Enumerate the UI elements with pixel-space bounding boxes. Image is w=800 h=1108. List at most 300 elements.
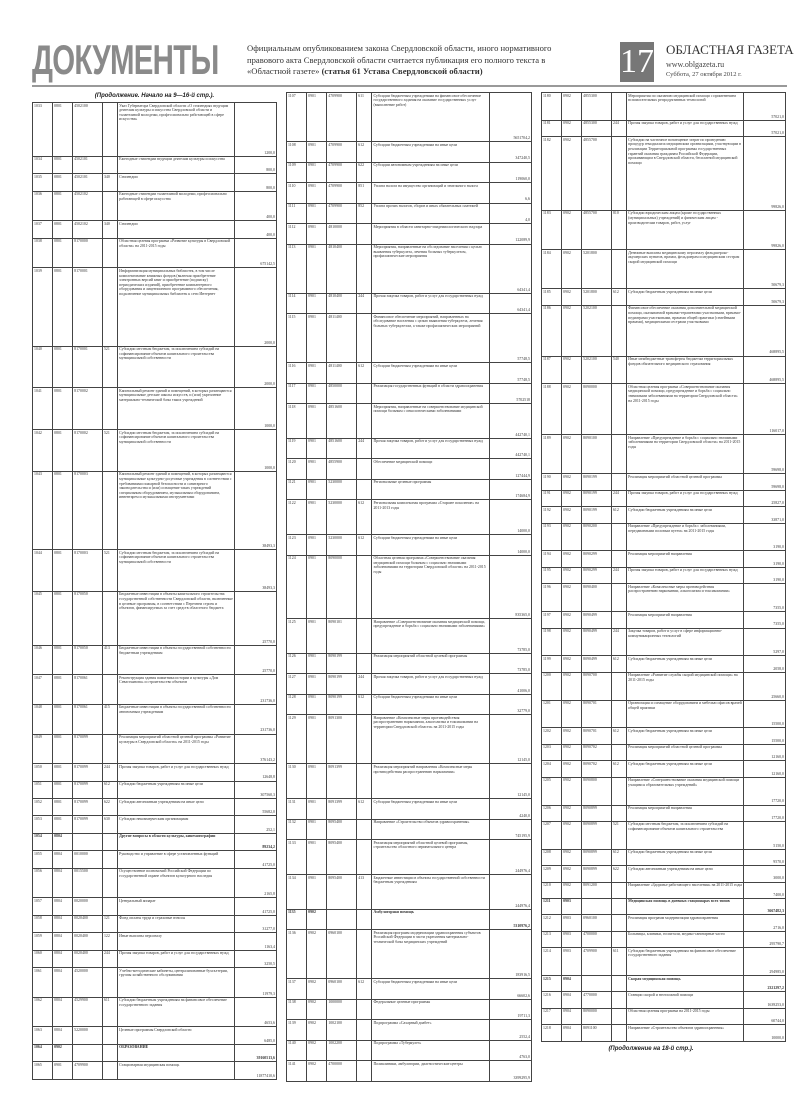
expense-type [357,383,372,404]
continued-to-note: (Продолжение на 18-й стр.). [608,1046,694,1052]
section-code: 0804 [53,851,73,868]
amount: 57021,0 [743,93,785,121]
row-number: 1043 [33,471,53,549]
section-code: 0904 [562,976,582,992]
row-number: 1125 [287,619,307,654]
section-code: 0901 [307,674,327,695]
description: Направление «Совершенствование оказания медицинской помощи учащимся образовательных учреждений» [627,777,744,805]
section-code: 0801 [53,430,73,472]
target-code [73,1044,103,1061]
target-code: 8170099 [73,799,103,816]
section-code: 0804 [53,1027,73,1044]
table-row [542,849,786,865]
table-row [542,551,786,567]
expense-type: 851 [357,183,372,204]
description: Амбулаторная помощь [372,909,489,930]
expense-type: 612 [611,656,626,672]
target-code: 4502100 [73,103,103,157]
amount: 2000,0 [234,346,276,388]
amount: 800,0 [234,156,276,173]
row-number: 1107 [287,93,307,142]
section-code: 0902 [562,210,582,249]
table-row [33,868,277,898]
row-number: 1212 [542,915,562,931]
section-code: 0902 [307,930,327,979]
row-number: 1126 [287,653,307,674]
expense-type [102,471,117,549]
section-code: 0801 [53,388,73,430]
section-code: 0901 [53,1062,73,1080]
amount: 5702518 [489,383,531,404]
amount: 3250,5 [234,950,276,967]
description: Областная целевая программа «Развитие культуры в Свердловской области» на 2011-2015 годы [118,238,235,268]
row-number: 1190 [542,474,562,490]
table-row [287,979,532,1000]
expense-type: 244 [611,490,626,506]
section-code: 0804 [53,997,73,1027]
section-code: 0902 [562,490,582,506]
target-code: 0960100 [582,915,612,931]
target-code: 8170002 [73,388,103,430]
row-number: 1113 [287,244,307,293]
row-number: 1203 [542,744,562,760]
description: Капитальный ремонт зданий и помещений, в которых размещаются муниципальные детские школы искусств, и (или) укрепление материально-технической базы таких учреждений [118,388,235,430]
target-code: 8090199 [327,674,357,695]
expense-type: 612 [611,728,626,744]
row-number: 1065 [33,1062,53,1080]
table-row [542,507,786,523]
description: Субсидии местным бюджетам, за исключением субсидий на софинансирование объектов капитального строительства муниципальной собственности [118,550,235,592]
table-row [542,866,786,882]
expense-type [102,734,117,764]
table-row [287,674,532,695]
expense-type [357,930,372,979]
section-code: 0902 [562,137,582,211]
row-number: 1044 [33,550,53,592]
amount: 64341,4 [489,293,531,314]
expense-type [611,882,626,898]
expense-type [611,435,626,474]
target-code: 5201800 [582,250,612,289]
target-code: 4502102 [73,221,103,238]
amount: 12145,0 [489,715,531,764]
description: Стипендии [118,174,235,191]
table-row [33,704,277,734]
description: Субсидии юридическим лицам (кроме государственных (муниципальных) учреждений) и физическим лицам - производителям товаров, работ, услуг [627,210,744,249]
table-row [287,383,532,404]
row-number: 1127 [287,674,307,695]
amount: 7400,0 [743,882,785,898]
description: Реализация мероприятий областной целевой программы [627,744,744,760]
table-row [542,976,786,992]
description: Субсидии местным бюджетам, за исключением субсидий на софинансирование объектов капитального строительства муниципальной собственности [118,430,235,472]
table-row [287,619,532,654]
description: Субсидии автономным учреждениям на иные цели [372,162,489,183]
expense-type: 612 [611,289,626,305]
section-code: 0902 [562,120,582,136]
amount: 19711,3 [489,999,531,1020]
header-divider [32,85,787,87]
section-code: 0902 [562,628,582,656]
amount: 14000,0 [489,535,531,556]
amount: 1000,0 [234,388,276,430]
description: Финансовое обеспечение оказания дополнительной медицинской помощи, оказываемой врачами-терапевтами участковыми, врачами-педиатрами участковыми, врачами общей практики (семейными врачами), медицинскими сестрами участковыми [627,305,744,356]
expense-type [611,992,626,1008]
section-code: 0902 [562,744,582,760]
amount: 347240,5 [489,142,531,163]
description: Мероприятия, направленные на совершенствование медицинской помощи больным с онкологическими заболеваниями [372,404,489,439]
section-code: 0901 [307,799,327,820]
expense-type: 540 [611,356,626,384]
table-row [287,93,532,142]
table-row [33,675,277,705]
row-number: 1036 [33,191,53,221]
amount: 32779,0 [489,694,531,715]
amount: 11979,3 [234,968,276,998]
description: Субсидии бюджетным учреждениям на иные цели [627,656,744,672]
table-row [542,777,786,805]
table-row [542,523,786,551]
section-code: 0901 [307,244,327,293]
expense-type [357,314,372,363]
budget-table-column-2 [286,92,532,1082]
expense-type [611,523,626,551]
section-code: 0902 [562,805,582,821]
target-code: 4700000 [582,931,612,947]
table-row [542,744,786,760]
description: Финансовое обеспечение мероприятий, направленных на обследование населения с целью выявления туберкулеза, лечения больных туберкулезом, а также профилактических мероприятий [372,314,489,363]
expense-type [357,555,372,618]
row-number: 1117 [287,383,307,404]
target-code: 5201800 [582,289,612,305]
table-row [542,672,786,700]
expense-type: 622 [611,866,626,882]
target-code: 0015500 [73,868,103,898]
table-row [542,1008,786,1024]
table-row [33,645,277,675]
target-code: 8170050 [73,645,103,675]
target-code: 4850000 [327,383,357,404]
row-number: 1033 [33,103,53,157]
expense-type: 612 [357,535,372,556]
description: Субсидии автономным учреждениям на иные цели [118,799,235,816]
description: Указ Губернатора Свердловской области «О стипендиях ведущим деятелям культуры и искусства Свердловской области и талантливой молодежи, профессионально работающей в сфере искусства» [118,103,235,157]
amount: 442740,1 [489,438,531,459]
section-code: 0801 [53,103,73,157]
target-code: 5202100 [582,305,612,356]
expense-type [357,819,372,840]
target-code: 4502101 [73,174,103,191]
row-number: 1110 [287,183,307,204]
target-code: 8170003 [73,471,103,549]
table-row [542,305,786,356]
table-row [33,191,277,221]
section-code: 0801 [53,704,73,734]
target-code: 4709900 [327,142,357,163]
section-code: 0801 [53,156,73,173]
amount: 64341,4 [489,244,531,293]
expense-type [611,898,626,914]
section-code: 0902 [307,1061,327,1082]
row-number: 1183 [542,210,562,249]
section-code: 0904 [562,1025,582,1042]
amount: 25770,0 [234,645,276,675]
target-code: 8090701 [582,700,612,728]
expense-type: 810 [611,210,626,249]
table-row [542,761,786,777]
description: Реализация программ модернизации здравоохранения субъектов Российской Федерации в части укрепления материально-технической базы медицинских учреждений [372,930,489,979]
expense-type [102,388,117,430]
table-row [287,1061,532,1082]
description: Реализация мероприятий направления [627,551,744,567]
table-row [542,656,786,672]
target-code: 4855700 [582,137,612,211]
section-code: 0902 [307,979,327,1000]
section-code: 0902 [562,584,582,612]
expense-type: 244 [357,293,372,314]
target-code: 8170001 [73,268,103,346]
row-number: 1034 [33,156,53,173]
table-row [542,700,786,728]
description: Субсидии бюджетным учреждениям на иные цели [118,781,235,798]
expense-type [611,915,626,931]
expense-type [357,459,372,480]
expense-type: 612 [611,761,626,777]
expense-type [357,244,372,293]
target-code: 8170002 [73,430,103,472]
description: Направление «Предупреждение и борьба с социально значимыми заболеваниями на территории Свердловской области» на 2011-2015 годы [627,435,744,474]
table-row [287,183,532,204]
row-number: 1108 [287,142,307,163]
amount: 3190,0 [743,551,785,567]
target-code: 5202100 [582,356,612,384]
description: ОБРАЗОВАНИЕ [118,1044,235,1061]
table-row [33,1027,277,1044]
description: Субсидии некоммерческим организациям [118,816,235,833]
target-code: 8090199 [582,507,612,523]
row-number: 1135 [287,909,307,930]
target-code: 8091399 [327,799,357,820]
table-row [287,479,532,500]
section-code: 0902 [562,612,582,628]
row-number: 1186 [542,305,562,356]
target-code: 0020000 [73,898,103,915]
section-code: 0804 [53,915,73,932]
description: Реализация мероприятий областной целевой программы «Развитие культуры в Свердловской области» на 2011-2015 годы [118,734,235,764]
target-code: 4529900 [73,997,103,1027]
amount: 66602,6 [489,979,531,1000]
row-number: 1114 [287,293,307,314]
publication-notice [247,43,582,78]
description: Областная целевая программа «Совершенствование оказания медицинской помощи больным с социально значимыми заболеваниями на территории Свердловской области» на 2011-2015 годы [372,555,489,618]
description: Реализация мероприятий направления [627,805,744,821]
table-row [287,930,532,979]
amount: 2716,0 [743,915,785,931]
expense-type [357,909,372,930]
row-number: 1118 [287,404,307,439]
section-code: 0901 [307,840,327,875]
expense-type: 612 [357,363,372,384]
row-number: 1216 [542,992,562,1008]
amount: 468895,5 [743,305,785,356]
amount: 2165,8 [234,868,276,898]
row-number: 1213 [542,931,562,947]
target-code: 4855300 [582,120,612,136]
amount: 6485,0 [234,1027,276,1044]
row-number: 1116 [287,363,307,384]
table-row [33,898,277,915]
row-number: 1189 [542,435,562,474]
section-code: 0901 [307,875,327,910]
target-code: 4520000 [73,968,103,998]
section-code: 0801 [53,764,73,781]
description: Субсидии на частичное возмещение затрат по проведению процедур гемодиализа медицинским организациям, участвующим в реализации Территориальной программы государственных гарантий оказания гражданам Российской Федерации, проживающим в Свердловской области, бесплатной медицинской помощи [627,137,744,211]
target-code: 8090200 [582,523,612,551]
description: Направление «Здоровье работающего населения» на 2011-2015 годы [627,882,744,898]
table-row [287,840,532,875]
description: Поликлиники, амбулатории, диагностические центры [372,1061,489,1082]
expense-type [611,474,626,490]
amount: 800,0 [234,174,276,191]
table-row [542,992,786,1008]
description: Мероприятия в области санитарно-эпидемиологического надзора [372,224,489,245]
table-row [542,289,786,305]
expense-type: 244 [102,950,117,967]
target-code: 4851600 [327,404,357,439]
section-code: 0903 [562,898,582,914]
expense-type [102,851,117,868]
row-number: 1214 [542,948,562,976]
row-number: 1058 [33,915,53,932]
amount: 5651704,2 [489,93,531,142]
section-code: 0901 [307,438,327,459]
description: Капитальный ремонт зданий и помещений, в которых размещаются муниципальные культурно-досуговые учреждения в соответствии с требованиями пожарной безопасности и санитарного законодательства и (или) оснащение таких учреждений специальным оборудованием, музыкальным оборудованием, инвентарем и музыкальными инструментами [118,471,235,549]
description: Реализация мероприятий направления «Комплексные меры противодействия распространению наркомании» [372,764,489,799]
expense-type: 244 [611,120,626,136]
amount: 468895,5 [743,356,785,384]
amount: 122089,9 [489,224,531,245]
row-number: 1128 [287,694,307,715]
website-link[interactable]: www.oblgazeta.ru [666,60,725,69]
description: Областная целевая программа на 2011-2015 годы [627,1008,744,1024]
amount: 17720,0 [743,805,785,821]
amount: 1639253,0 [743,992,785,1008]
section-code: 0901 [307,224,327,245]
target-code: 1002100 [327,1020,357,1041]
target-code: 8170050 [73,591,103,645]
target-code: 8090899 [582,805,612,821]
section-code: 0901 [307,293,327,314]
description: Субсидии бюджетным учреждениям на иные цели [627,728,744,744]
section-code: 0902 [562,356,582,384]
table-row [33,103,277,157]
description: Субсидии бюджетным учреждениям на иные цели [627,761,744,777]
target-code: 4855700 [582,210,612,249]
table-row [542,805,786,821]
table-row [542,384,786,435]
expense-type: 521 [102,550,117,592]
row-number: 1120 [287,459,307,480]
target-code: 8090702 [582,744,612,760]
target-code: 8090499 [582,628,612,656]
amount: 4,0 [489,203,531,224]
section-code: 0902 [307,999,327,1020]
row-number: 1056 [33,868,53,898]
expense-type: 611 [611,948,626,976]
target-code: 4709900 [327,93,357,142]
expense-type: 612 [102,781,117,798]
target-code: 8090199 [327,653,357,674]
amount: 60744,0 [743,1008,785,1024]
section-code: 0901 [307,653,327,674]
amount: 3190,0 [743,523,785,551]
target-code: 1000000 [327,999,357,1020]
amount: 33871,0 [743,507,785,523]
amount: 2321297,2 [743,976,785,992]
description: Субсидии бюджетным учреждениям на финансовое обеспечение государственного задания [118,997,235,1027]
amount: 41006,0 [489,674,531,695]
expense-type [357,224,372,245]
table-row [287,293,532,314]
amount: 17720,0 [743,777,785,805]
expense-type: 611 [357,93,372,142]
amount: 294985,0 [743,948,785,976]
row-number: 1115 [287,314,307,363]
section-code: 0801 [53,816,73,833]
row-number: 1195 [542,567,562,583]
table-row [287,819,532,840]
table-row [287,694,532,715]
description: Учебно-методические кабинеты, централизованные бухгалтерии, группы хозяйственного обслуживания [118,968,235,998]
amount: 119060,0 [489,162,531,183]
expense-type [611,1008,626,1024]
target-code: 8091100 [582,1025,612,1042]
row-number: 1204 [542,761,562,777]
expense-type: 244 [357,438,372,459]
description: Реализация мероприятий областной целевой программы, строительство областного перинатального центра [372,840,489,875]
description: Прочая закупка товаров, работ и услуг для государственных нужд [372,674,489,695]
masthead [32,36,794,83]
budget-table-column-3 [541,92,786,1053]
notice-text: Официальным опубликованием закона Свердловской области, иного нормативного правового акта Свердловской области считается публикация его полного текста в «Областной газете» [247,43,552,76]
table-row [33,764,277,781]
row-number: 1136 [287,930,307,979]
description: Подпрограмма «Туберкулез» [372,1040,489,1061]
section-code: 0801 [53,550,73,592]
row-number: 1121 [287,479,307,500]
amount: 12160,0 [743,761,785,777]
amount: 11877410,6 [234,1062,276,1080]
table-row [33,816,277,833]
section-code: 0902 [307,1020,327,1041]
table-row [542,93,786,121]
table-row [33,156,277,173]
table-row [287,500,532,535]
row-number: 1111 [287,203,307,224]
table-row [542,898,786,914]
amount: 442740,1 [489,404,531,439]
amount: 400,0 [234,221,276,238]
row-number: 1046 [33,645,53,675]
expense-type: 612 [357,979,372,1000]
target-code [327,909,357,930]
row-number: 1139 [287,1020,307,1041]
row-number: 1215 [542,976,562,992]
target-code: 0020400 [73,915,103,932]
table-row [542,628,786,656]
section-code: 0901 [307,314,327,363]
expense-type: 622 [357,162,372,183]
